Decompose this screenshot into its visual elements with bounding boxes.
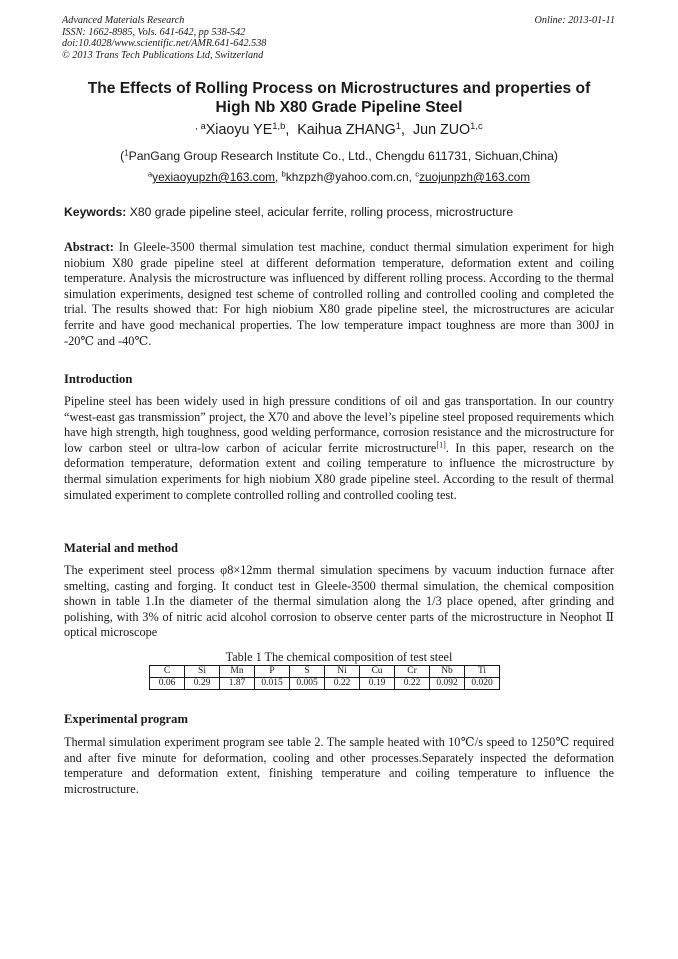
- keywords-label: Keywords:: [64, 205, 127, 219]
- introduction-text-b: . In this paper, research on the deformation temperature, deformation extent and coiling temperature to influence the microstructure by thermal simulation experiments for high niobium X80 grade pipeline steel. According to the result of thermal simulated experiment to complete controlled rolling and controlled cooling test.: [64, 440, 614, 502]
- table-header-cell: Ni: [325, 666, 360, 678]
- table-header-cell: Nb: [430, 666, 465, 678]
- online-date: Online: 2013-01-11: [534, 15, 615, 26]
- abstract: [64, 240, 614, 349]
- table-header-cell: Mn: [220, 666, 255, 678]
- material-heading: Material and method: [64, 541, 179, 555]
- table-header-cell: Cr: [395, 666, 430, 678]
- table-header-cell: P: [255, 666, 290, 678]
- table-cell: 0.092: [430, 678, 465, 690]
- author-1-sup: 1,b: [272, 119, 286, 131]
- abstract-text: In Gleele-3500 thermal simulation test machine, conduct thermal simulation experiment for high niobium X80 grade pipeline steel at different deformation temperature, deformation extent and coiling temperature. Analysis the microstructure was influenced by different rolling process. According to the thermal simulation experiments, designed test scheme of controlled rolling and controlled cooling and completed the trial. The results showed that: For high niobium X80 grade pipeline steel, the microstructures are acicular ferrite and have good mechanical properties. The low temperature impact toughness are more than 300J in -20℃ and -40℃.: [64, 240, 614, 348]
- email-c[interactable]: zuojunpzh@163.com: [419, 170, 531, 184]
- table-header-cell: S: [290, 666, 325, 678]
- chemical-composition-table: [149, 665, 500, 690]
- abstract-label: Abstract:: [64, 240, 114, 254]
- experimental-body: Thermal simulation experiment program see table 2. The sample heated with 10℃/s speed to 1250℃ required and after five minute for deformation, cooling and other processes.Separately inspected the deformation temperature and deformation extent, finishing temperature and coiling temperature to influence the microstructure.: [64, 735, 614, 796]
- paper-title: [60, 80, 618, 117]
- table-cell: 0.19: [360, 678, 395, 690]
- table-header-row: [150, 666, 500, 678]
- author-1-name: Xiaoyu YE: [205, 122, 273, 138]
- affiliation-open: (: [120, 149, 125, 163]
- table-cell: 0.005: [290, 678, 325, 690]
- author-1-prefix: , a: [195, 119, 206, 131]
- email-b[interactable]: khzpzh@yahoo.com.cn,: [285, 170, 412, 184]
- copyright-line: © 2013 Trans Tech Publications Ltd, Switzerland: [62, 49, 264, 61]
- table-cell: 1.87: [220, 678, 255, 690]
- author-2-sup: 1: [395, 119, 402, 131]
- introduction-text-a: Pipeline steel has been widely used in high pressure conditions of oil and gas transportation. In our country “west-east gas transmission” project, the X70 and above the level’s pipeline steel proposed requirements which have high strength, high toughness, good welding performance, corrosion resistance and the microstructure for low carbon steel or ultra-low carbon of acicular ferrite microstructure: [64, 394, 614, 455]
- material-body: The experiment steel process φ8×12mm thermal simulation specimens by vacuum induction furnace after smelting, casting and forging. It conduct test in Gleele-3500 thermal simulation, the chemical composition shown in table 1.In the diameter of the thermal simulation along the 1/3 place opened, after grinding and polishing, with 3% of nitric acid alcohol corrosion to observe center parts of the microstructure in Neophot Ⅱ optical microscope: [64, 563, 614, 640]
- journal-name: Advanced Materials Research: [62, 15, 185, 26]
- author-3-sup: 1,c: [470, 119, 483, 131]
- affiliation: [0, 149, 678, 163]
- issn-line: ISSN: 1662-8985, Vols. 641-642, pp 538-542: [62, 26, 246, 38]
- table-cell: 0.22: [325, 678, 360, 690]
- email-c-sup: c: [415, 169, 420, 179]
- table-1-caption: Table 1 The chemical composition of test steel: [225, 650, 453, 664]
- citation-ref-1: [1]: [436, 440, 446, 450]
- email-a-sup: a: [147, 169, 153, 179]
- table-header-cell: C: [150, 666, 185, 678]
- table-row: [150, 678, 500, 690]
- table-cell: 0.06: [150, 678, 185, 690]
- journal-header: [62, 15, 266, 61]
- email-a[interactable]: yexiaoyupzh@163.com,: [152, 170, 279, 184]
- table-cell: 0.22: [395, 678, 430, 690]
- keywords: [64, 205, 614, 219]
- title-line-2: High Nb X80 Grade Pipeline Steel: [215, 98, 463, 116]
- introduction-heading: Introduction: [64, 372, 133, 386]
- table-header-cell: Ti: [465, 666, 500, 678]
- author-3-name: Jun ZUO: [412, 122, 471, 138]
- table-cell: 0.015: [255, 678, 290, 690]
- author-list: $^{, a}$Xiaoyu YE$^{1,b}$, Kaihua ZHANG$^1$, Jun ZUO$^{1,c}$: [195, 119, 483, 138]
- table-cell: 0.29: [185, 678, 220, 690]
- keywords-text: X80 grade pipeline steel, acicular ferrite, rolling process, microstructure: [129, 205, 514, 219]
- table-header-cell: Si: [185, 666, 220, 678]
- experimental-heading: Experimental program: [64, 712, 188, 726]
- author-2-name: Kaihua ZHANG: [297, 122, 396, 138]
- email-b-sup: b: [281, 169, 286, 179]
- table-header-cell: Cu: [360, 666, 395, 678]
- email-list: [0, 170, 678, 184]
- table-cell: 0.020: [465, 678, 500, 690]
- affiliation-sup: 1: [124, 148, 129, 158]
- introduction-body: [64, 394, 614, 503]
- affiliation-text: PanGang Group Research Institute Co., Ltd., Chengdu 611731, Sichuan,China): [128, 149, 558, 163]
- doi-line: doi:10.4028/www.scientific.net/AMR.641-642.538: [62, 38, 267, 50]
- title-line-1: The Effects of Rolling Process on Microstructures and properties of: [87, 80, 591, 97]
